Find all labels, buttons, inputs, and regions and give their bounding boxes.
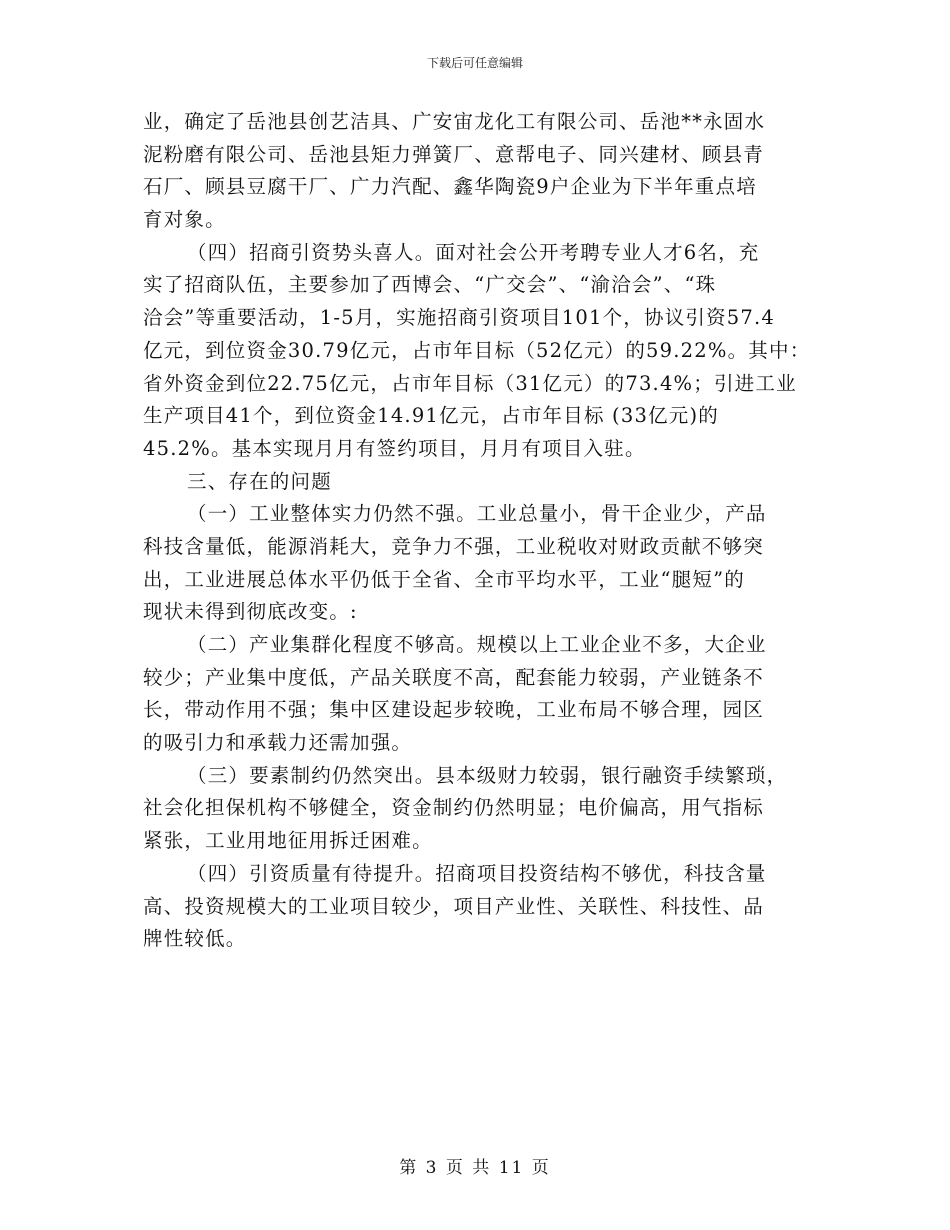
body-line: （四）招商引资势头喜人。面对社会公开考聘专业人才6名，充 [187, 240, 760, 264]
body-line: 实了招商队伍，主要参加了西博会、“广交会”、“渝洽会”、“珠 [143, 273, 717, 297]
body-line: 洽会”等重要活动，1-5月，实施招商引资项目101个，协议引资57.4 [143, 306, 776, 330]
body-line: 45.2%。基本实现月月有签约项目，月月有项目入驻。 [143, 436, 646, 460]
document-body [143, 106, 813, 956]
body-line: 科技含量低，能源消耗大，竞争力不强，工业税收对财政贡献不够突 [143, 534, 765, 558]
body-line: 长，带动作用不强；集中区建设起步较晚，工业布局不够合理，园区 [143, 698, 765, 722]
body-line: 石厂、顾县豆腐干厂、广力汽配、鑫华陶瓷9户企业为下半年重点培 [143, 175, 757, 199]
body-line: 紧张，工业用地征用拆迁困难。 [143, 829, 433, 853]
page-footer: 第 3 页 共 11 页 [399, 1158, 551, 1178]
body-line: 现状未得到彻底改变。: [143, 600, 358, 624]
body-line: 省外资金到位22.75亿元，占市年目标（31亿元）的73.4%；引进工业 [143, 371, 797, 395]
page-header-note: 下载后可任意编辑 [426, 56, 523, 70]
body-line: 泥粉磨有限公司、岳池县矩力弹簧厂、意帮电子、同兴建材、顾县青 [143, 142, 765, 166]
body-line: 的吸引力和承载力还需加强。 [143, 731, 413, 755]
body-line: 育对象。 [143, 208, 226, 232]
body-line: 亿元，到位资金30.79亿元，占市年目标（52亿元）的59.22%。其中： [143, 338, 811, 362]
body-line: （四）引资质量有待提升。招商项目投资结构不够优，科技含量 [187, 861, 767, 885]
body-line: 牌性较低。 [143, 927, 247, 951]
body-line: （一）工业整体实力仍然不强。工业总量小，骨干企业少，产品 [187, 502, 767, 526]
body-line: 生产项目41个，到位资金14.91亿元，占市年目标 (33亿元)的 [143, 404, 719, 428]
body-line: 社会化担保机构不够健全，资金制约仍然明显；电价偏高，用气指标 [143, 796, 765, 820]
body-line: （二）产业集群化程度不够高。规模以上工业企业不多，大企业 [187, 633, 767, 656]
body-line: 三、存在的问题 [187, 469, 332, 493]
body-line: 较少；产业集中度低，产品关联度不高，配套能力较弱，产业链条不 [143, 665, 765, 689]
body-line: （三）要素制约仍然突出。县本级财力较弱，银行融资手续繁琐， [187, 763, 788, 787]
body-line: 业，确定了岳池县创艺洁具、广安宙龙化工有限公司、岳池**永固水 [143, 110, 766, 133]
body-line: 出，工业进展总体水平仍低于全省、全市平均水平，工业“腿短”的 [143, 567, 745, 591]
body-line: 高、投资规模大的工业项目较少，项目产业性、关联性、科技性、品 [143, 894, 765, 918]
